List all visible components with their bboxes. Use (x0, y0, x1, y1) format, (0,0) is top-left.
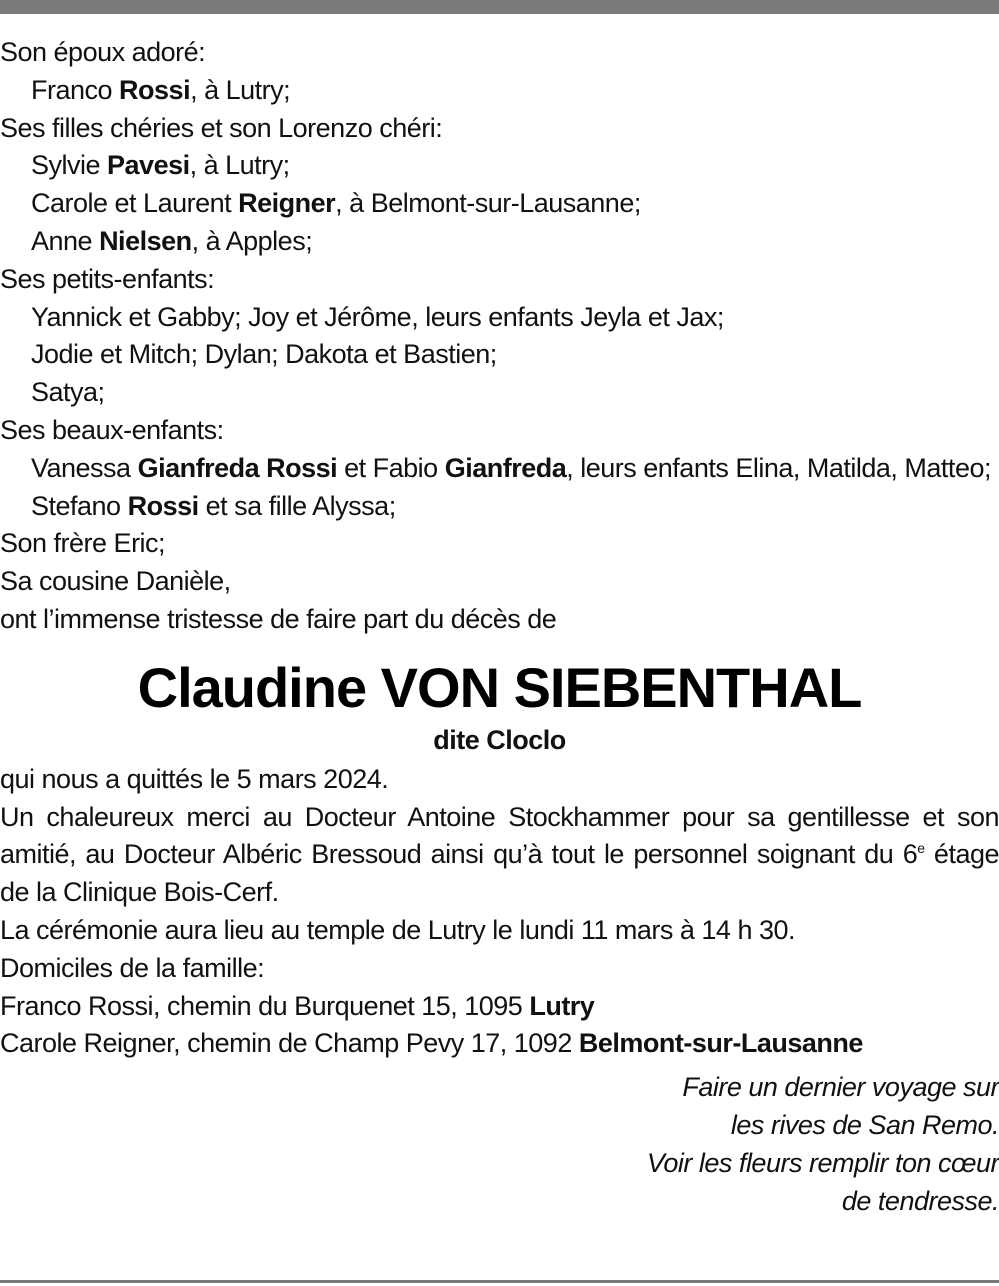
poem-line: de tendresse. (841, 1185, 999, 1216)
obituary-notice (0, 34, 999, 1220)
brother-entry: Son frère Eric; (0, 528, 166, 559)
bottom-rule (0, 1280, 999, 1283)
spouse-heading: Son époux adoré: (0, 37, 206, 67)
daughter-entry: Carole et Laurent Reigner, à Belmont-sur-Lausanne; (31, 188, 641, 219)
announcement-line: ont l’immense tristesse de faire part du décès de (0, 603, 557, 634)
grandchildren-entry: Satya; (31, 377, 105, 408)
grandchildren-entry: Jodie et Mitch; Dylan; Dakota et Bastien; (31, 339, 497, 370)
date-of-death: qui nous a quittés le 5 mars 2024. (0, 763, 389, 794)
grandchildren-heading: Ses petits-enfants: (0, 263, 215, 294)
stepchild-entry: Stefano Rossi et sa fille Alyssa; (31, 490, 396, 521)
deceased-name: Claudine VON SIEBENTHAL (137, 655, 862, 719)
daughter-entry: Anne Nielsen, à Apples; (31, 225, 313, 256)
family-address: Carole Reigner, chemin de Champ Pevy 17, 1092 Belmont-sur-Lausanne (0, 1028, 863, 1059)
thanks-paragraph: Un chaleureux merci au Docteur Antoine Stockhammer pour sa gentillesse et son amitié, au Docteur Albéric Bressoud ainsi qu’à tout le personnel soignant du 6e étage de la Clinique Bois-Cerf. (0, 801, 999, 908)
poem-line: Voir les fleurs remplir ton cœur (646, 1147, 999, 1178)
stepchildren-heading: Ses beaux-enfants: (0, 414, 224, 445)
daughters-heading: Ses filles chéries et son Lorenzo chéri: (0, 112, 443, 143)
poem-line: les rives de San Remo. (730, 1109, 999, 1140)
ceremony-info: La cérémonie aura lieu au temple de Lutry le lundi 11 mars à 14 h 30. (0, 914, 795, 945)
cousin-entry: Sa cousine Danièle, (0, 566, 231, 597)
daughter-entry: Sylvie Pavesi, à Lutry; (31, 150, 290, 181)
domiciles-heading: Domiciles de la famille: (0, 952, 265, 983)
stepchild-entry: Vanessa Gianfreda Rossi et Fabio Gianfreda, leurs enfants Elina, Matilda, Matteo; (31, 452, 991, 483)
family-address: Franco Rossi, chemin du Burquenet 15, 1095 Lutry (0, 990, 595, 1021)
spouse-entry: Franco Rossi, à Lutry; (31, 74, 291, 105)
deceased-block (0, 653, 999, 757)
grandchildren-entry: Yannick et Gabby; Joy et Jérôme, leurs enfants Jeyla et Jax; (31, 301, 724, 332)
poem-line: Faire un dernier voyage sur (682, 1072, 999, 1103)
notice-body (0, 761, 999, 1063)
closing-poem (0, 1063, 999, 1220)
top-rule (0, 0, 999, 14)
deceased-alias: dite Cloclo (433, 724, 566, 755)
